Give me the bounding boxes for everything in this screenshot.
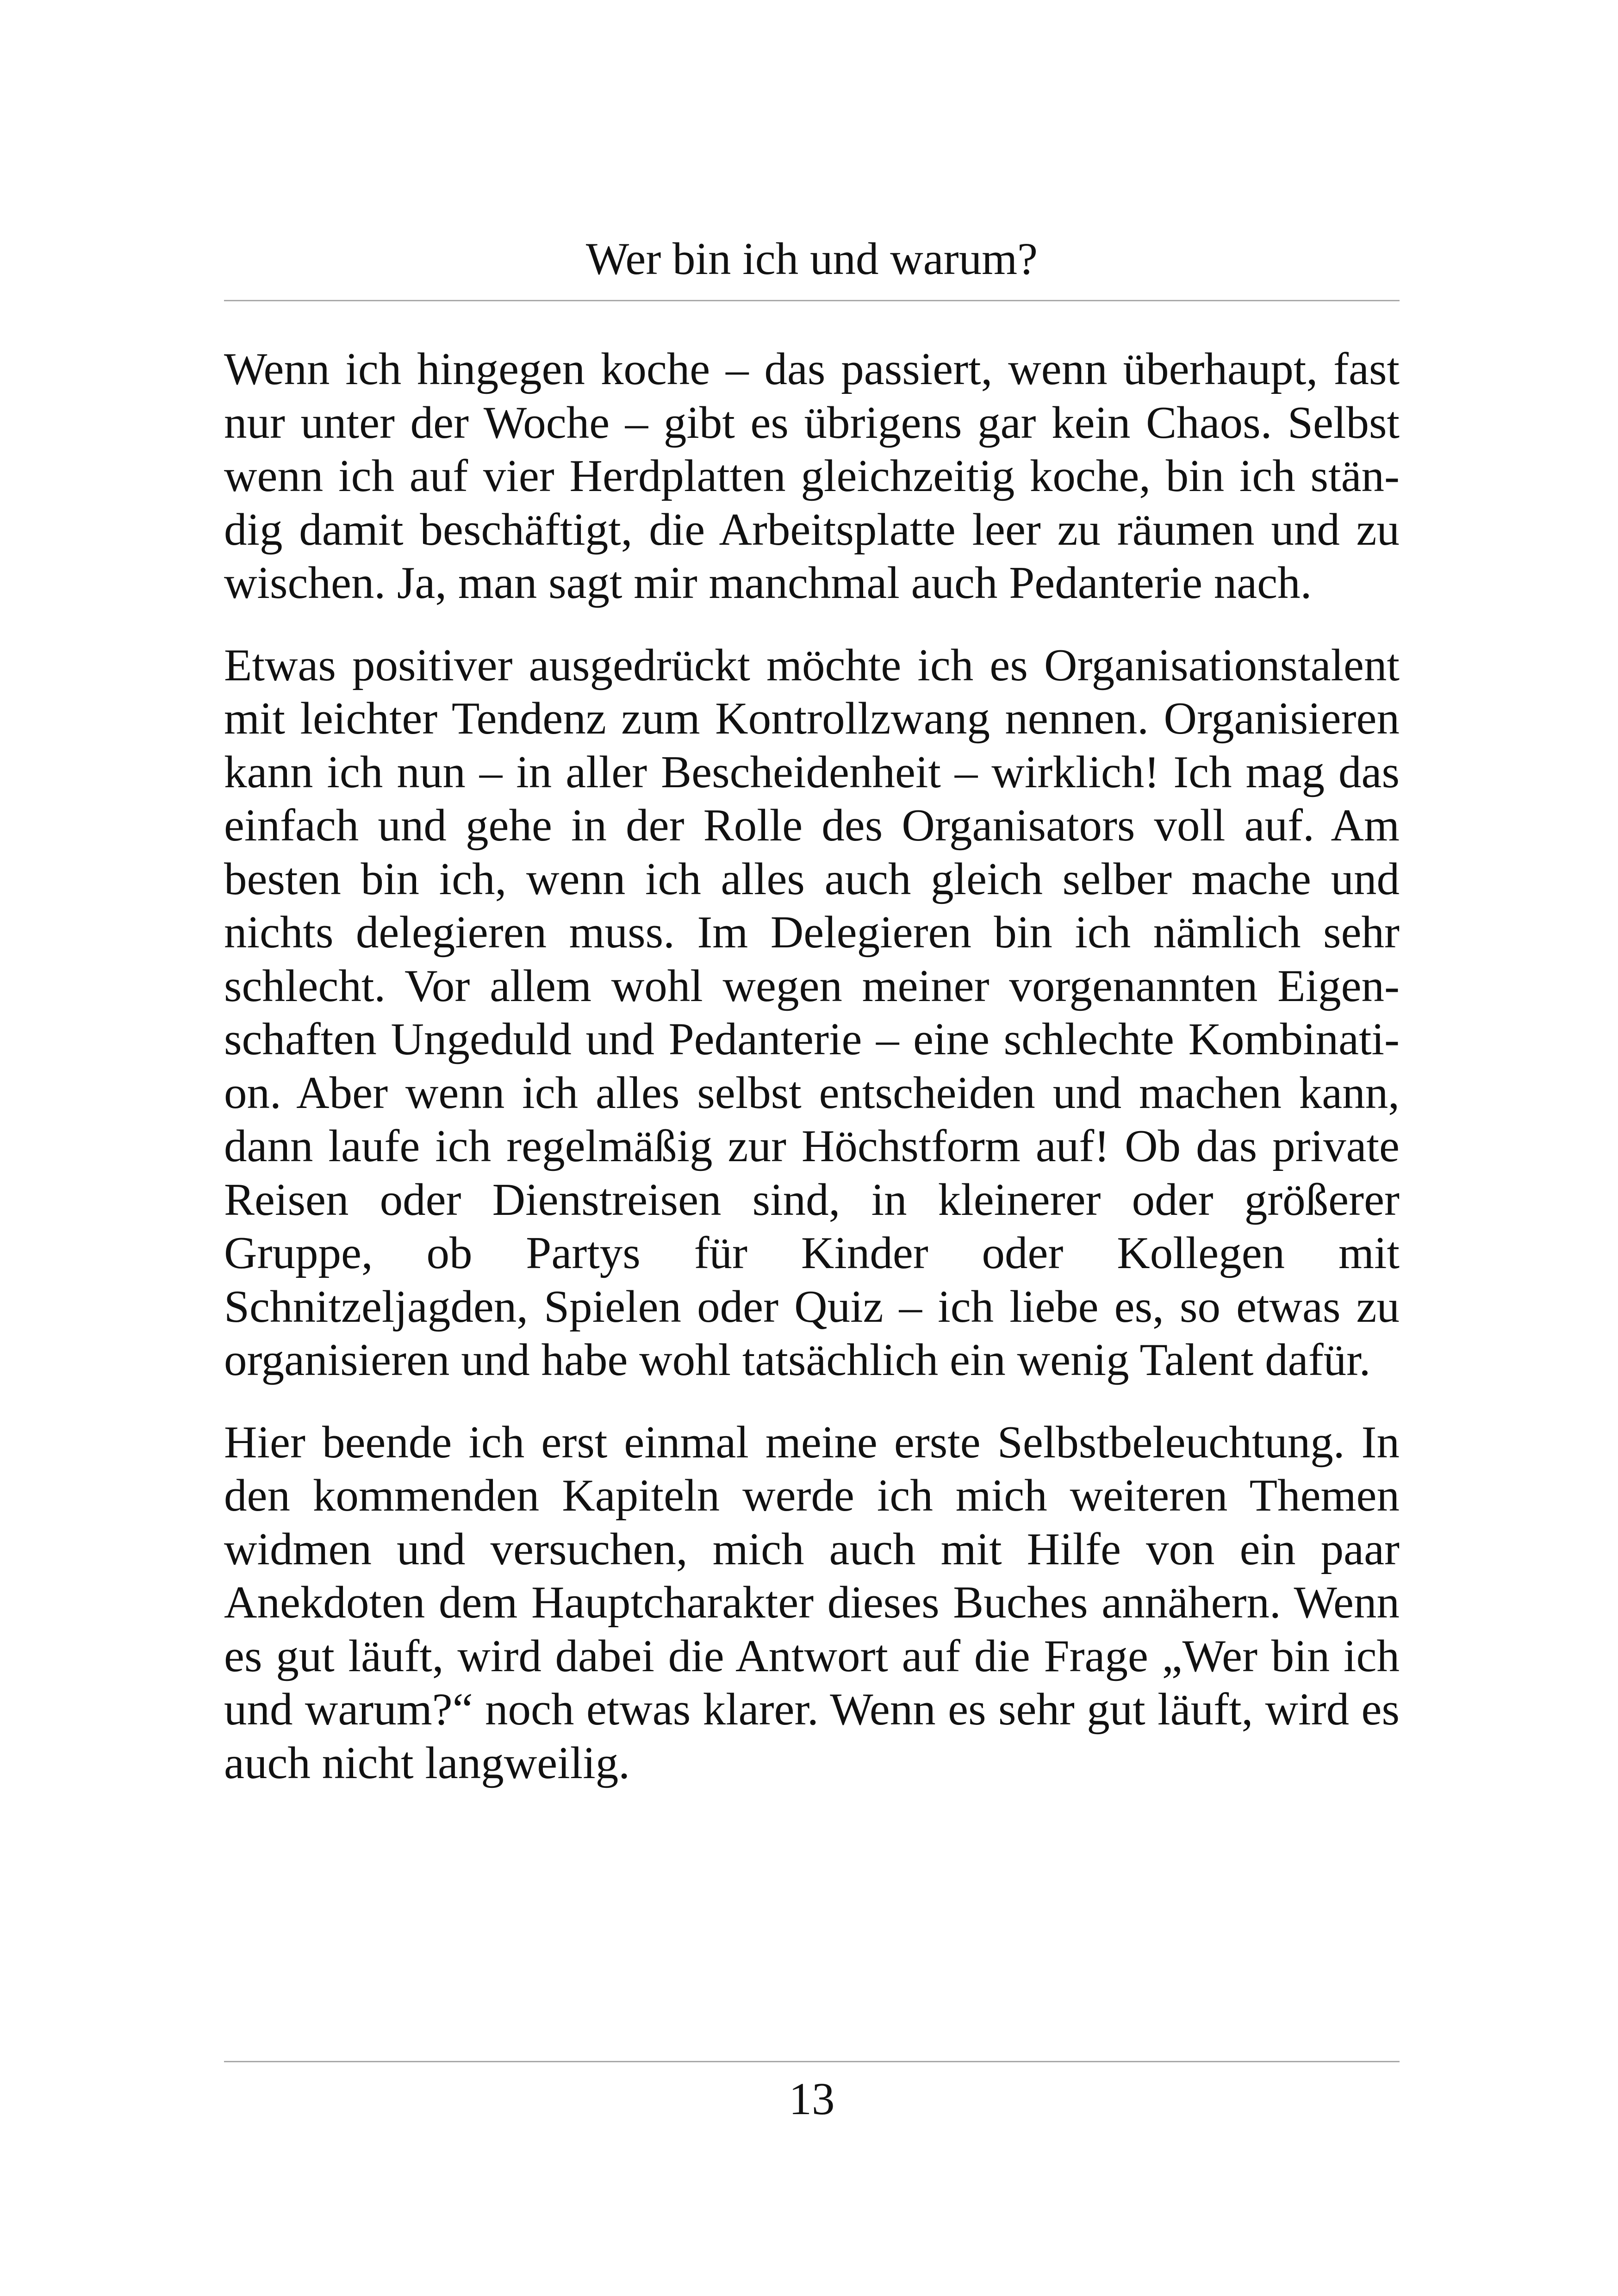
footer-divider — [224, 2061, 1400, 2062]
running-header-title: Wer bin ich und warum? — [585, 234, 1038, 284]
paragraph: Wenn ich hingegen koche – das passiert, wenn überhaupt, fast nur unter der Woche – gibt es übrigens gar kein Chaos. Selbst wenn ich auf vier Herdplatten gleichzeitig koche, bin ich ständig damit beschäftigt, die Arbeitsplatte leer zu räumen und zu wischen. Ja, man sagt mir manchmal auch Pedanterie nach. — [224, 344, 1400, 608]
paragraph: Hier beende ich erst einmal meine erste Selbstbeleuchtung. In den kommenden Kapiteln werde ich mich weiteren Themen widmen und versuchen, mich auch mit Hilfe von ein paar Anekdoten dem Hauptcharakter dieses Buches annähern. Wenn es gut läuft, wird dabei die Antwort auf die Frage „Wer bin ich und warum?“ noch etwas klarer. Wenn es sehr gut läuft, wird es auch nicht langweilig. — [224, 1417, 1400, 1788]
paragraph: Etwas positiver ausgedrückt möchte ich es Organisationstalent mit leichter Tendenz zum Kontrollzwang nennen. Organisieren kann ich nun – in aller Bescheidenheit – wirklich! Ich mag das einfach und gehe in der Rolle des Organisators voll auf. Am besten bin ich, wenn ich alles auch gleich selber mache und nichts delegieren muss. Im Delegieren bin ich nämlich sehr schlecht. Vor allem wohl wegen meiner vorgenannten Eigenschaften Ungeduld und Pedanterie – eine schlechte Kombination. Aber wenn ich alles selbst entscheiden und machen kann, dann laufe ich regelmäßig zur Höchstform auf! Ob das private Reisen oder Dienstreisen sind, in kleinerer oder größerer Gruppe, ob Partys für Kinder oder Kollegen mit Schnitzeljagden, Spielen oder Quiz – ich liebe es, so etwas zu organisieren und habe wohl tatsächlich ein wenig Talent dafür. — [224, 640, 1400, 1385]
page-number: 13 — [789, 2074, 835, 2124]
body-text — [224, 342, 1400, 1818]
header-divider — [224, 300, 1400, 301]
